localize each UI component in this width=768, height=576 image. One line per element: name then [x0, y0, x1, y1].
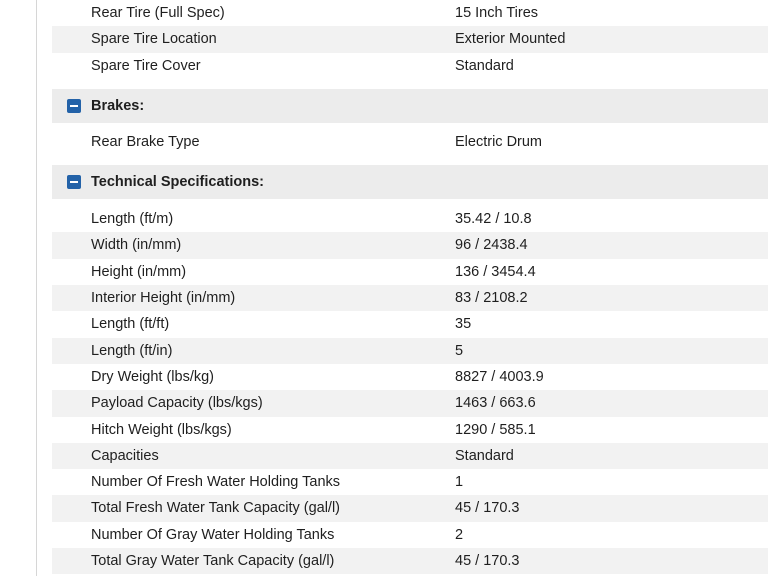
spec-label: Length (ft/ft) — [91, 316, 170, 333]
spec-row — [52, 53, 768, 79]
spec-row — [52, 232, 768, 258]
spec-table — [52, 0, 768, 574]
spec-row — [52, 417, 768, 443]
spec-label: Spare Tire Location — [91, 31, 217, 48]
left-border-rule — [36, 0, 37, 576]
spec-row — [52, 206, 768, 232]
spec-label: Interior Height (in/mm) — [91, 290, 236, 307]
spec-value: Standard — [455, 57, 514, 74]
spec-row — [52, 311, 768, 337]
spec-value: 83 / 2108.2 — [455, 290, 528, 307]
spec-label: Total Fresh Water Tank Capacity (gal/l) — [91, 500, 341, 517]
spec-label: Payload Capacity (lbs/kgs) — [91, 395, 263, 412]
section-spacer — [52, 79, 768, 89]
spec-label: Width (in/mm) — [91, 237, 182, 254]
section-spacer — [52, 155, 768, 165]
spec-label: Spare Tire Cover — [91, 57, 201, 74]
spec-value: 1463 / 663.6 — [455, 395, 536, 412]
spec-label: Height (in/mm) — [91, 263, 187, 280]
section-header-brakes[interactable] — [52, 89, 768, 123]
spec-label: Capacities — [91, 447, 159, 464]
spec-row — [52, 26, 768, 52]
spec-value: 35.42 / 10.8 — [455, 211, 532, 228]
spec-row — [52, 129, 768, 155]
spec-row — [52, 522, 768, 548]
spec-value: 136 / 3454.4 — [455, 263, 536, 280]
spec-value: Exterior Mounted — [455, 31, 566, 48]
spec-value: 96 / 2438.4 — [455, 237, 528, 254]
section-title: Brakes: — [91, 97, 145, 114]
spec-row — [52, 285, 768, 311]
minus-square-icon[interactable] — [67, 175, 81, 189]
spec-value: 8827 / 4003.9 — [455, 368, 544, 385]
spec-row — [52, 0, 768, 26]
spec-value: Standard — [455, 447, 514, 464]
spec-row — [52, 390, 768, 416]
minus-square-icon[interactable] — [67, 99, 81, 113]
spec-row — [52, 469, 768, 495]
spec-label: Length (ft/m) — [91, 211, 174, 228]
spec-row — [52, 443, 768, 469]
spec-row — [52, 338, 768, 364]
spec-label: Hitch Weight (lbs/kgs) — [91, 421, 232, 438]
spec-label: Length (ft/in) — [91, 342, 173, 359]
spec-value: 2 — [455, 526, 464, 543]
spec-value: 45 / 170.3 — [455, 500, 520, 517]
spec-row — [52, 548, 768, 574]
spec-label: Rear Tire (Full Spec) — [91, 5, 225, 21]
spec-value: 15 Inch Tires — [455, 5, 539, 21]
section-spacer — [52, 199, 768, 206]
spec-value: Electric Drum — [455, 133, 543, 150]
spec-row — [52, 364, 768, 390]
spec-row — [52, 259, 768, 285]
spec-value: 1290 / 585.1 — [455, 421, 536, 438]
spec-label: Dry Weight (lbs/kg) — [91, 368, 215, 385]
spec-value: 5 — [455, 342, 464, 359]
spec-label: Total Gray Water Tank Capacity (gal/l) — [91, 553, 335, 570]
section-title: Technical Specifications: — [91, 174, 264, 191]
spec-value: 45 / 170.3 — [455, 553, 520, 570]
section-header-technical-specifications[interactable] — [52, 165, 768, 199]
spec-label: Number Of Fresh Water Holding Tanks — [91, 474, 341, 491]
spec-label: Number Of Gray Water Holding Tanks — [91, 526, 335, 543]
spec-value: 35 — [455, 316, 472, 333]
spec-row — [52, 495, 768, 521]
spec-value: 1 — [455, 474, 464, 491]
spec-label: Rear Brake Type — [91, 133, 200, 150]
